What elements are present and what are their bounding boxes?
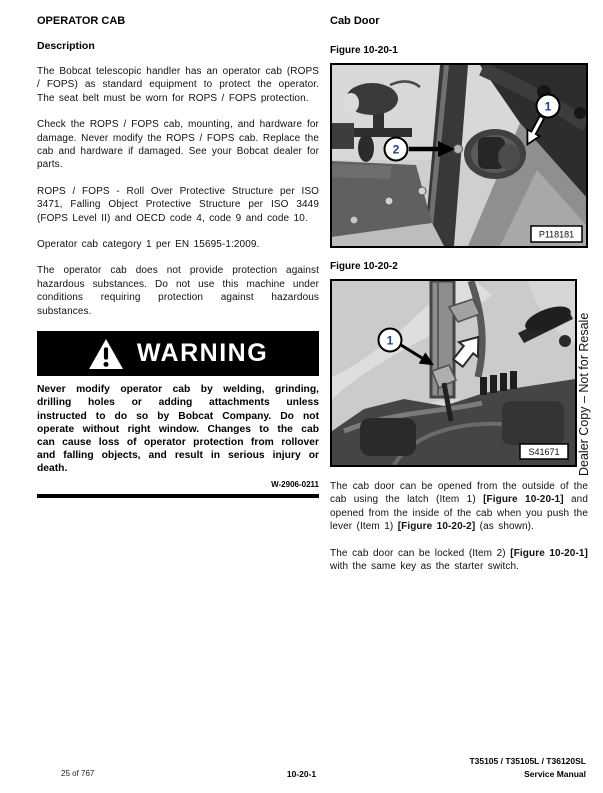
warning-triangle-icon (88, 338, 124, 370)
body-paragraph (330, 547, 588, 574)
figure-10-20-2 (330, 279, 577, 467)
photo-id-label: S41671 (528, 447, 560, 457)
text-segment: (as shown). (475, 521, 534, 533)
text-segment: The cab door can be locked (Item 2) (330, 547, 511, 559)
figure-reference: [Figure 10-20-1] (483, 494, 564, 506)
warning-box (37, 331, 319, 497)
cab-door-exterior-photo (332, 65, 586, 246)
callout-2-number: 2 (392, 142, 400, 157)
description-heading: Description (37, 40, 95, 52)
body-paragraph: The operator cab does not provide protection against hazardous substances. Do not use this machine under conditions requiring protection against hazardous substances. (37, 265, 319, 317)
warning-banner (37, 331, 319, 376)
body-paragraph: The Bobcat telescopic handler has an operator cab (ROPS / FOPS) as standard equipment to protect the operator. The seat belt must be worn for ROPS / FOPS protection. (37, 66, 319, 104)
figure-10-20-1 (330, 63, 588, 248)
warning-divider (37, 494, 319, 498)
text-segment: and opened from the inside of the cab when you push the lever (Item 1) (330, 494, 588, 533)
text-segment: with the same key as the starter switch. (330, 561, 520, 573)
section-page-code: 10-20-1 (286, 769, 317, 779)
figure-reference: [Figure 10-20-2] (397, 521, 476, 533)
body-paragraph (330, 480, 588, 534)
warning-code: W-2906-0211 (271, 479, 319, 489)
figure-2-caption: Figure 10-20-2 (330, 261, 398, 272)
text-segment: The cab door can be opened from the outside of the cab using the latch (Item 1) (330, 481, 588, 506)
page-number: 25 of 767 (61, 769, 95, 778)
left-column (37, 15, 319, 498)
callout-1-number: 1 (386, 333, 394, 348)
callout-1-number: 1 (544, 99, 552, 114)
right-column (330, 15, 588, 586)
manual-info (469, 755, 586, 780)
operator-cab-heading: OPERATOR CAB (37, 15, 126, 27)
warning-label: WARNING (136, 339, 269, 368)
body-paragraph: Operator cab category 1 per EN 15695-1:2009. (37, 239, 260, 251)
manual-title: Service Manual (524, 768, 586, 779)
warning-text: Never modify operator cab by welding, grinding, drilling holes or adding attachments unless instructed to do so by Bobcat Company. Do not operate without right window. Changes to the cab can cause loss of operator protection from rollover and falling objects, and result in serious injury or death. (37, 384, 319, 475)
cab-door-heading: Cab Door (330, 15, 380, 27)
figure-reference: [Figure 10-20-1] (510, 547, 588, 559)
cab-door-interior-photo (332, 281, 575, 465)
photo-id-label: P118181 (538, 229, 575, 240)
dealer-copy-watermark: Dealer Copy – Not for Resale (577, 312, 591, 476)
model-numbers: T35105 / T35105L / T36120SL (469, 756, 586, 766)
figure-1-caption: Figure 10-20-1 (330, 45, 398, 56)
body-paragraph: Check the ROPS / FOPS cab, mounting, and hardware for damage. Never modify the ROPS / FOPS cab. Replace the cab and hardware if damaged. See your Bobcat dealer for parts. (37, 119, 319, 171)
body-paragraph: ROPS / FOPS - Roll Over Protective Structure per ISO 3471, Falling Object Protective Structure per ISO 3449 (FOPS Level II) and OECD code 4, code 9 and code 10. (37, 185, 319, 224)
